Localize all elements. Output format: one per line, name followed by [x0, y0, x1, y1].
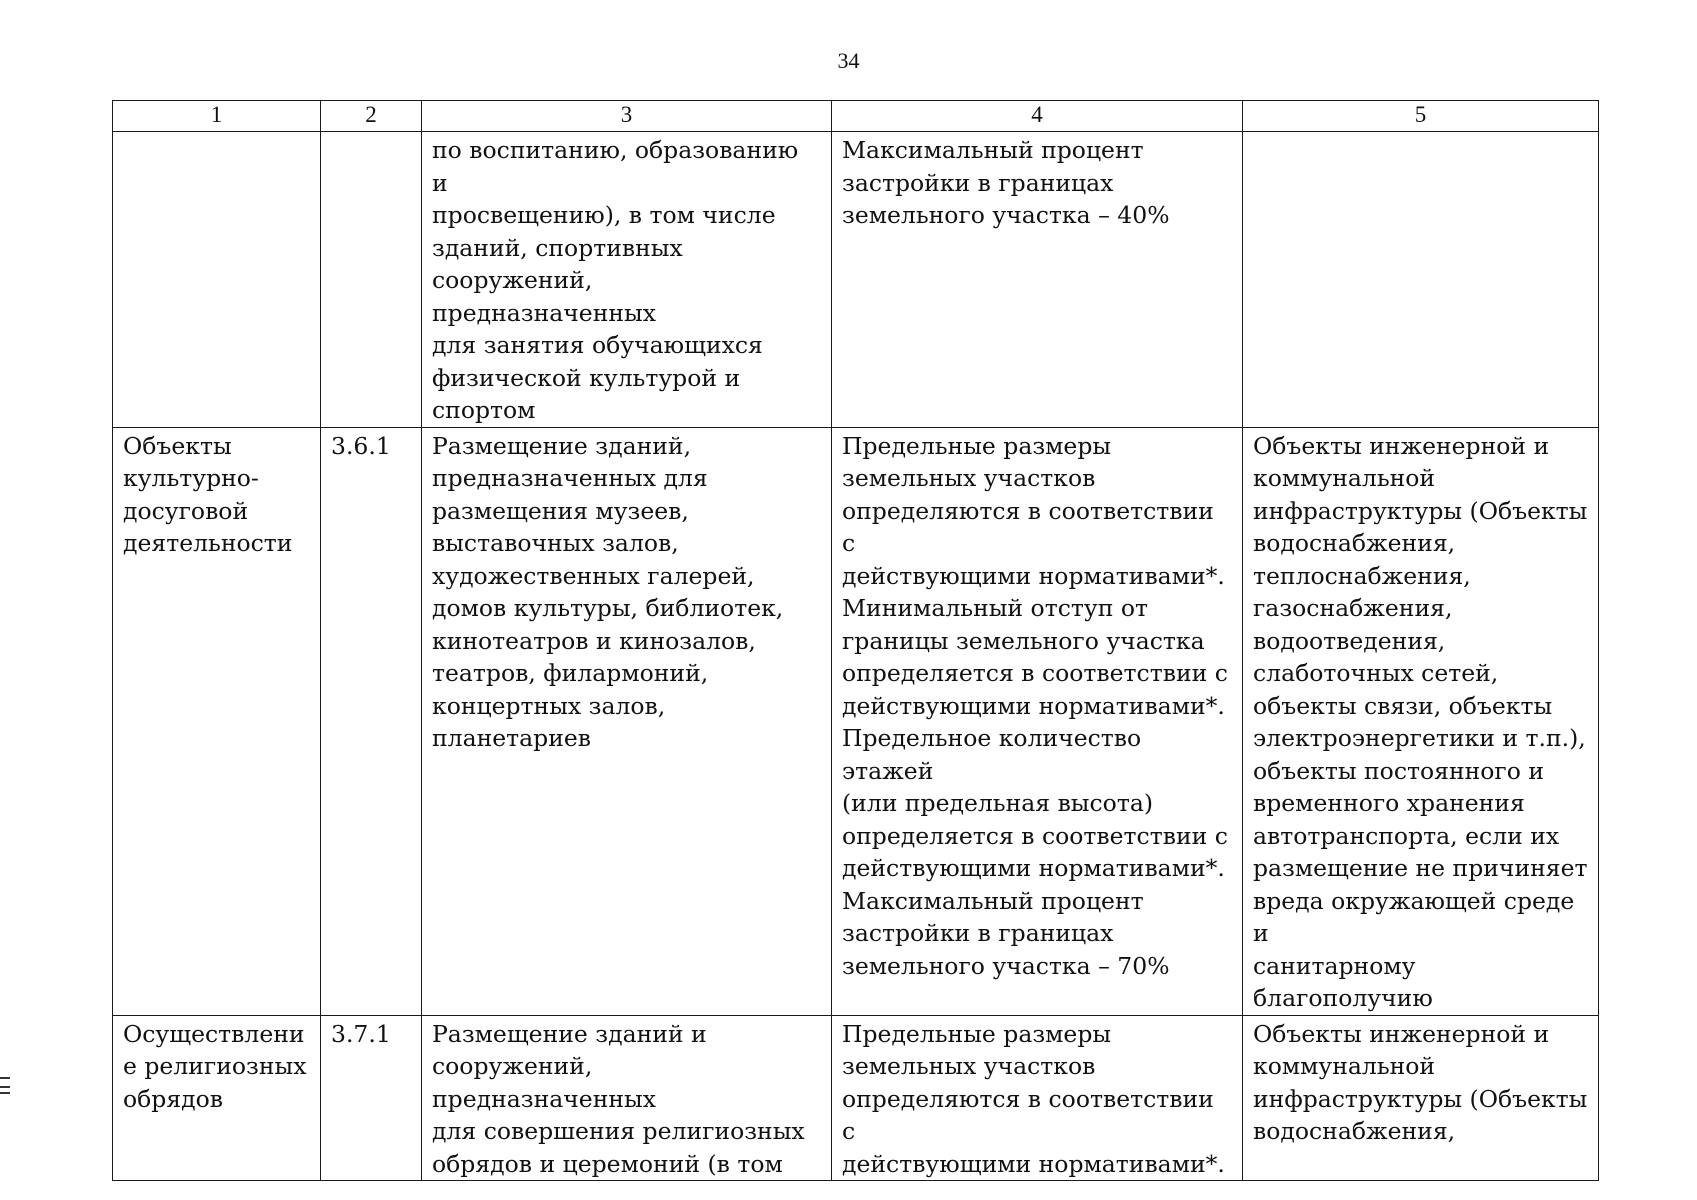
parameters-text: Предельные размеры земельных участков определяются в соответствии с действующими нормативами*. Минимальный отступ от границы земельного участка определяется в соответствии с действующими нормативами*. Предельное количество этажей (или предельная высота) определяется в соответствии с действующими нормативами*. Максимальный процент застройки в границах земельного участка – 70% — [842, 431, 1228, 980]
code-cell — [321, 427, 422, 1015]
parameters-cell — [832, 1015, 1243, 1181]
description-cell — [422, 427, 832, 1015]
code-cell — [321, 132, 422, 428]
description-cell — [422, 132, 832, 428]
auxiliary-uses-text: Объекты инженерной и коммунальной инфраструктуры (Объекты водоснабжения, — [1253, 1019, 1588, 1145]
description-cell — [422, 1015, 832, 1181]
description-text: Размещение зданий и сооружений, предназначенных для совершения религиозных обрядов и церемоний (в том — [432, 1019, 805, 1178]
description-text: по воспитанию, образованию и просвещению), в том числе зданий, спортивных сооружений, предназначенных для занятия обучающихся физической культурой и спортом — [432, 136, 799, 424]
auxiliary-uses-text: Объекты инженерной и коммунальной инфраструктуры (Объекты водоснабжения, теплоснабжения, газоснабжения, водоотведения, слаботочных сетей, объекты связи, объекты электроэнергетики и т.п.), объекты постоянного и временного хранения автотранспорта, если их размещение не причиняет вреда окружающей среде и санитарному благополучию — [1253, 431, 1588, 1012]
object-type-cell — [113, 132, 321, 428]
column-header-5: 5 — [1243, 101, 1599, 132]
object-type-text: Осуществлени е религиозных обрядов — [123, 1019, 307, 1113]
parameters-text: Максимальный процент застройки в границах земельного участка – 40% — [842, 136, 1170, 229]
auxiliary-uses-cell — [1243, 427, 1599, 1015]
margin-mark — [0, 1086, 10, 1088]
regulations-table — [112, 100, 1599, 1181]
code-text: 3.6.1 — [331, 431, 391, 460]
code-cell — [321, 1015, 422, 1181]
object-type-cell — [113, 427, 321, 1015]
parameters-cell — [832, 427, 1243, 1015]
object-type-text: Объекты культурно- досуговой деятельности — [123, 431, 293, 557]
column-header-3: 3 — [422, 101, 832, 132]
code-text: 3.7.1 — [331, 1019, 391, 1048]
description-text: Размещение зданий, предназначенных для размещения музеев, выставочных залов, художественных галерей, домов культуры, библиотек, кинотеатров и кинозалов, театров, филармоний, концертных залов, планетариев — [432, 431, 784, 752]
column-header-4: 4 — [832, 101, 1243, 132]
parameters-cell — [832, 132, 1243, 428]
column-header-2: 2 — [321, 101, 422, 132]
table-row — [113, 1015, 1599, 1181]
margin-mark — [0, 1077, 10, 1079]
parameters-text: Предельные размеры земельных участков определяются в соответствии с действующими нормативами*. — [842, 1019, 1225, 1178]
object-type-cell — [113, 1015, 321, 1181]
margin-mark — [0, 1092, 10, 1094]
column-header-1: 1 — [113, 101, 321, 132]
table-row — [113, 427, 1599, 1015]
auxiliary-uses-cell — [1243, 1015, 1599, 1181]
page-number: 34 — [837, 48, 860, 73]
table-header-row — [113, 101, 1599, 132]
auxiliary-uses-cell — [1243, 132, 1599, 428]
table-row — [113, 132, 1599, 428]
